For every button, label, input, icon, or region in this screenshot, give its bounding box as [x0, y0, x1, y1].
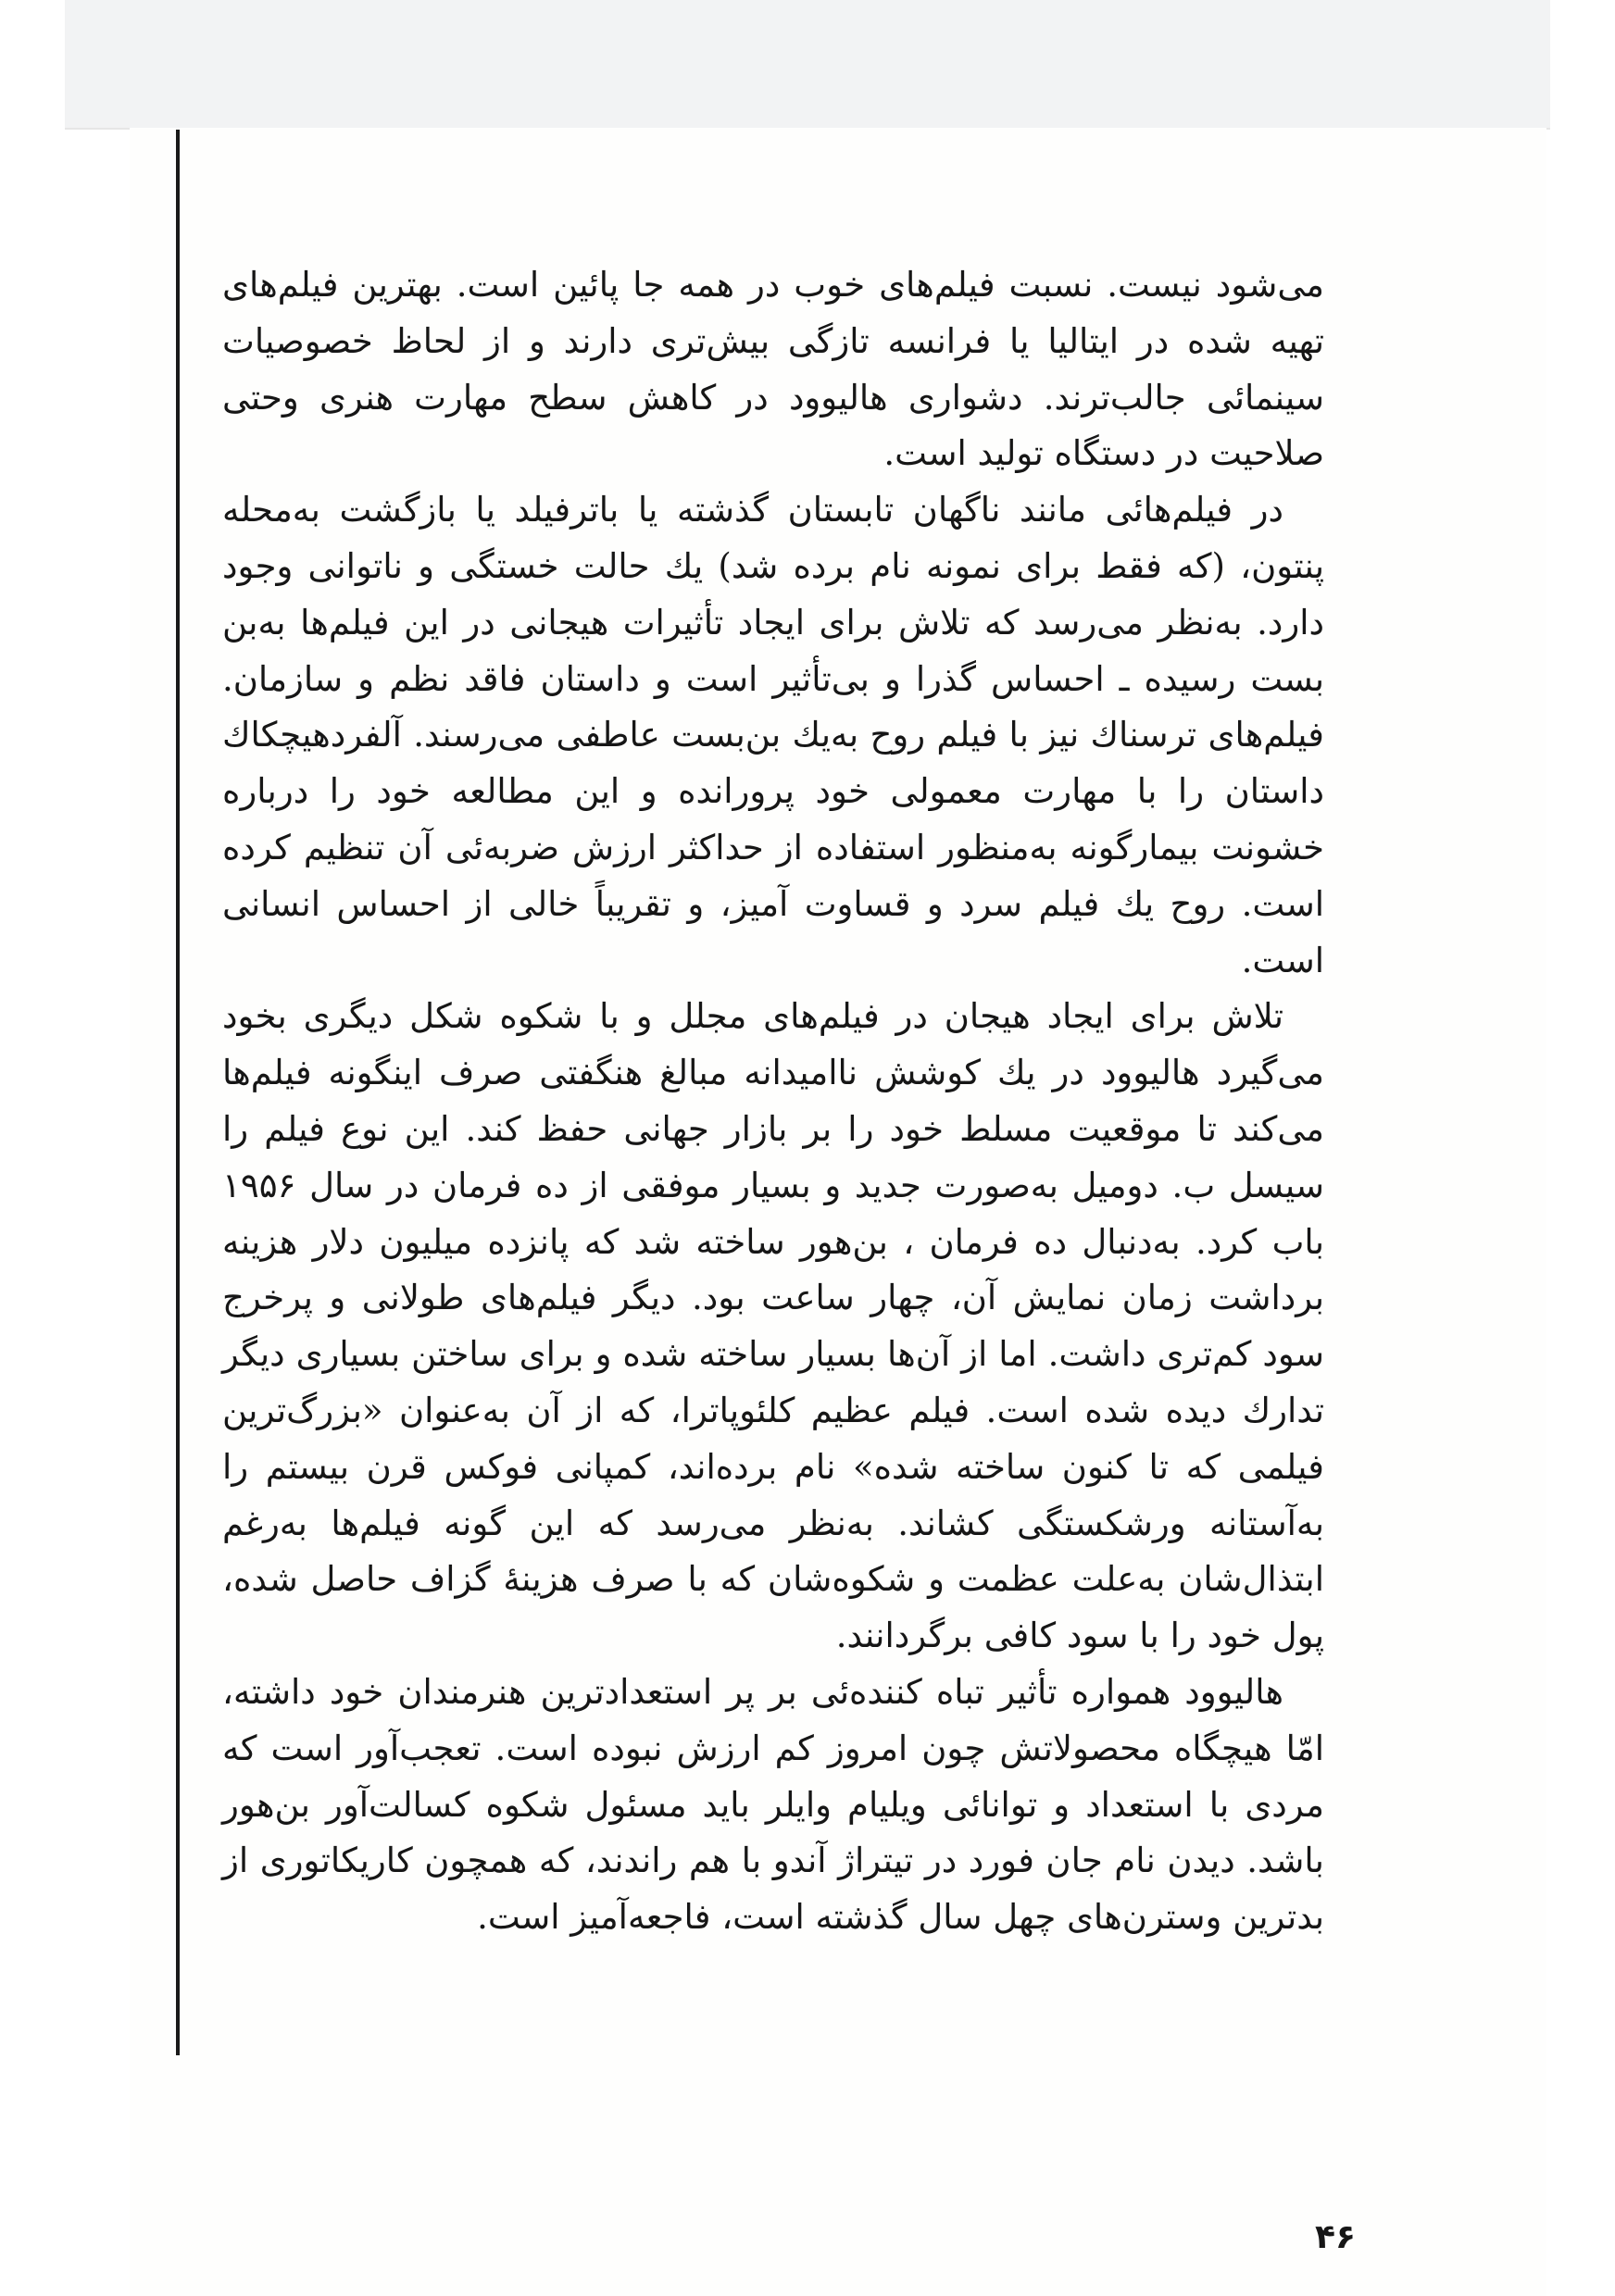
scan-top-strip [65, 0, 1550, 130]
paragraph-3: تلاش برای ایجاد هیجان در فیلم‌های مجلل و با شکوه شکل دیگری بخود می‌گیرد هالیوود در یك کوشش ناامیدانه مبالغ هنگفتی صرف اینگونه فیلم‌ها می‌کند تا موقعیت مسلط خود را بر بازار جهانی حفظ کند. این نوع فیلم را سیسل ب. دومیل به‌صورت جدید و بسیار موفقی از ده فرمان در سال ۱۹۵۶ باب کرد. به‌دنبال ده فرمان ، بن‌هور ساخته شد که پانزده میلیون دلار هزینه برداشت زمان نمایش آن، چهار ساعت بود. دیگر فیلم‌های طولانی و پرخرج سود کم‌تری داشت. اما از آن‌ها بسیار ساخته شده و برای ساختن بسیاری دیگر تدارك دیده شده است. فیلم عظیم کلئوپاترا، که از آن به‌عنوان «بزرگ‌ترین فیلمی که تا کنون ساخته شده» نام برده‌اند، کمپانی فوکس قرن بیستم را به‌آستانه ورشکستگی کشاند. به‌نظر می‌رسد که این گونه فیلم‌ها به‌رغم ابتذال‌شان به‌علت عظمت و شکوه‌شان که با صرف هزینهٔ گزاف حاصل شده، پول خود را با سود کافی برگردانند. [222, 996, 1324, 1656]
paragraph-4: هالیوود همواره تأثیر تباه کننده‌ئی بر پر استعدادترین هنرمندان خود داشته، امّا هیچگاه محصولاتش چون امروز کم ارزش نبوده است. تعجب‌آور است که مردی با استعداد و توانائی ویلیام وایلر باید مسئول شکوه کسالت‌آور بن‌هور باشد. دیدن نام جان فورد در تیتراژ آندو با هم راندند، که همچون کاریکاتوری از بدترین وسترن‌های چهل سال گذشته است، فاجعه‌آمیز است. [222, 1671, 1324, 1938]
page-number: ۴۶ [1315, 2218, 1356, 2256]
body-text [222, 257, 1324, 1946]
paragraph-1: می‌شود نیست. نسبت فیلم‌های خوب در همه جا پائین است. بهترین فیلم‌های تهیه شده در ایتالیا یا فرانسه تازگی بیش‌تری دارند و از لحاظ خصوصیات سینمائی جالب‌ترند. دشواری هالیوود در کاهش سطح مهارت هنری وحتی صلاحیت در دستگاه تولید است. [222, 265, 1324, 474]
margin-rule [176, 130, 180, 2055]
paragraph-2: در فیلم‌هائی مانند ناگهان تابستان گذشته یا باترفیلد یا بازگشت به‌محله پنتون، (که فقط برای نمونه نام برده شد) یك حالت خستگی و ناتوانی وجود دارد. به‌نظر می‌رسد که تلاش برای ایجاد تأثیرات هیجانی در این فیلم‌ها به‌بن بست رسیده ـ احساس گذرا و بی‌تأثیر است و داستان فاقد نظم و سازمان. فیلم‌های ترسناك نیز با فیلم روح به‌یك بن‌بست عاطفی می‌رسند. آلفردهیچکاك داستان را با مهارت معمولی خود پرورانده و این مطالعه خود را درباره خشونت بیمارگونه به‌منظور استفاده از حداکثر ارزش ضربه‌ئی آن تنظیم کرده است. روح یك فیلم سرد و قساوت آمیز، و تقریباً خالی از احساس انسانی است. [222, 490, 1324, 980]
